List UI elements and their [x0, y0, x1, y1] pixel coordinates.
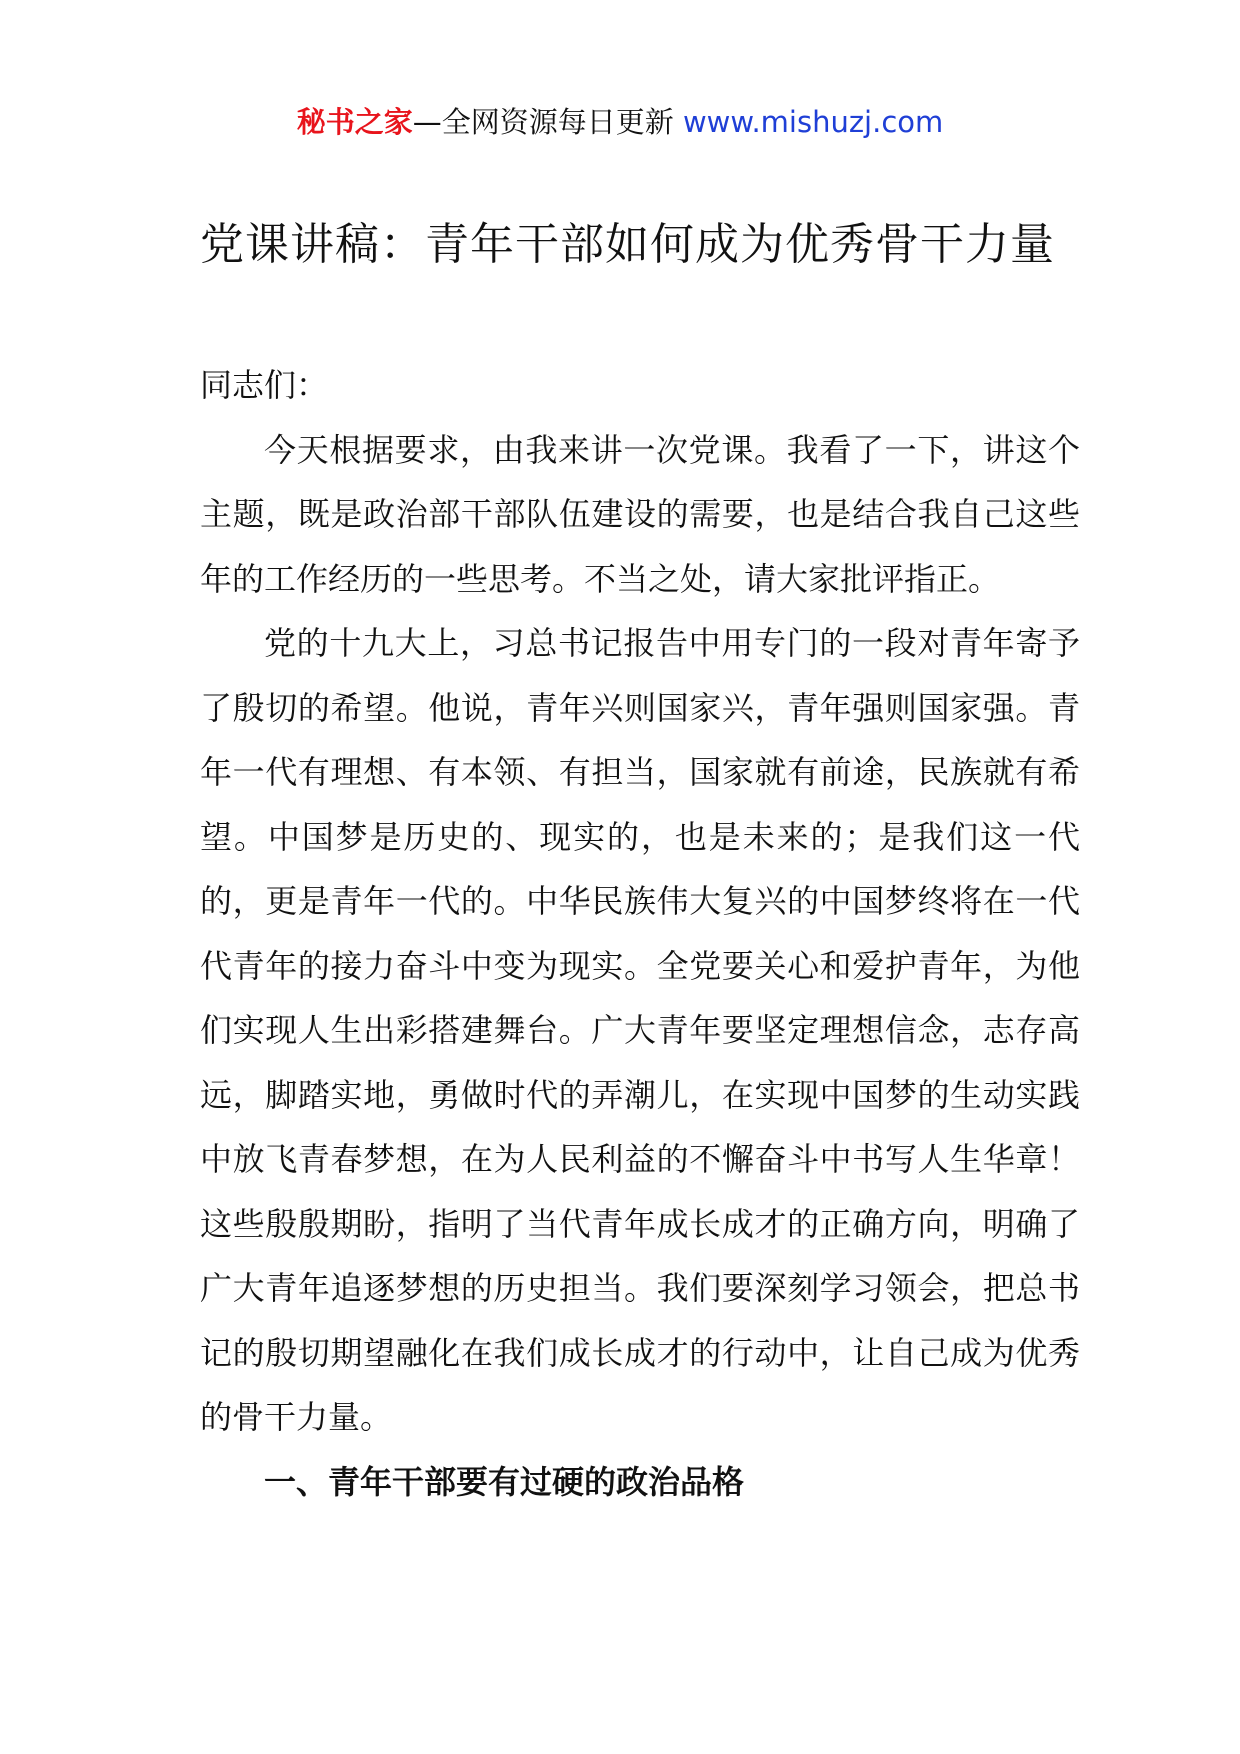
- paragraph: 今天根据要求，由我来讲一次党课。我看了一下，讲这个主题，既是政治部干部队伍建设的需要，也是结合我自己这些年的工作经历的一些思考。不当之处，请大家批评指正。: [200, 430, 1080, 598]
- section-heading: 一、青年干部要有过硬的政治品格: [264, 1462, 745, 1501]
- site-header: [0, 100, 1240, 144]
- document-body: [200, 353, 1080, 1514]
- paragraph: 党的十九大上，习总书记报告中用专门的一段对青年寄予了殷切的希望。他说，青年兴则国家兴，青年强则国家强。青年一代有理想、有本领、有担当，国家就有前途，民族就有希望。中国梦是历史的、现实的，也是未来的；是我们这一代的，更是青年一代的。中华民族伟大复兴的中国梦终将在一代代青年的接力奋斗中变为现实。全党要关心和爱护青年，为他们实现人生出彩搭建舞台。广大青年要坚定理想信念，志存高远，脚踏实地，勇做时代的弄潮儿，在实现中国梦的生动实践中放飞青春梦想，在为人民利益的不懈奋斗中书写人生华章！这些殷殷期盼，指明了当代青年成长成才的正确方向，明确了广大青年追逐梦想的历史担当。我们要深刻学习领会，把总书记的殷切期望融化在我们成长成才的行动中，让自己成为优秀的骨干力量。: [200, 624, 1080, 1436]
- brand-name: 秘书之家: [296, 105, 413, 139]
- header-tagline: —全网资源每日更新: [412, 105, 674, 139]
- site-url-link[interactable]: www.mishuzj.com: [682, 105, 944, 139]
- page-title: 党课讲稿：青年干部如何成为优秀骨干力量: [200, 219, 1055, 270]
- salutation: 同志们：: [200, 366, 329, 404]
